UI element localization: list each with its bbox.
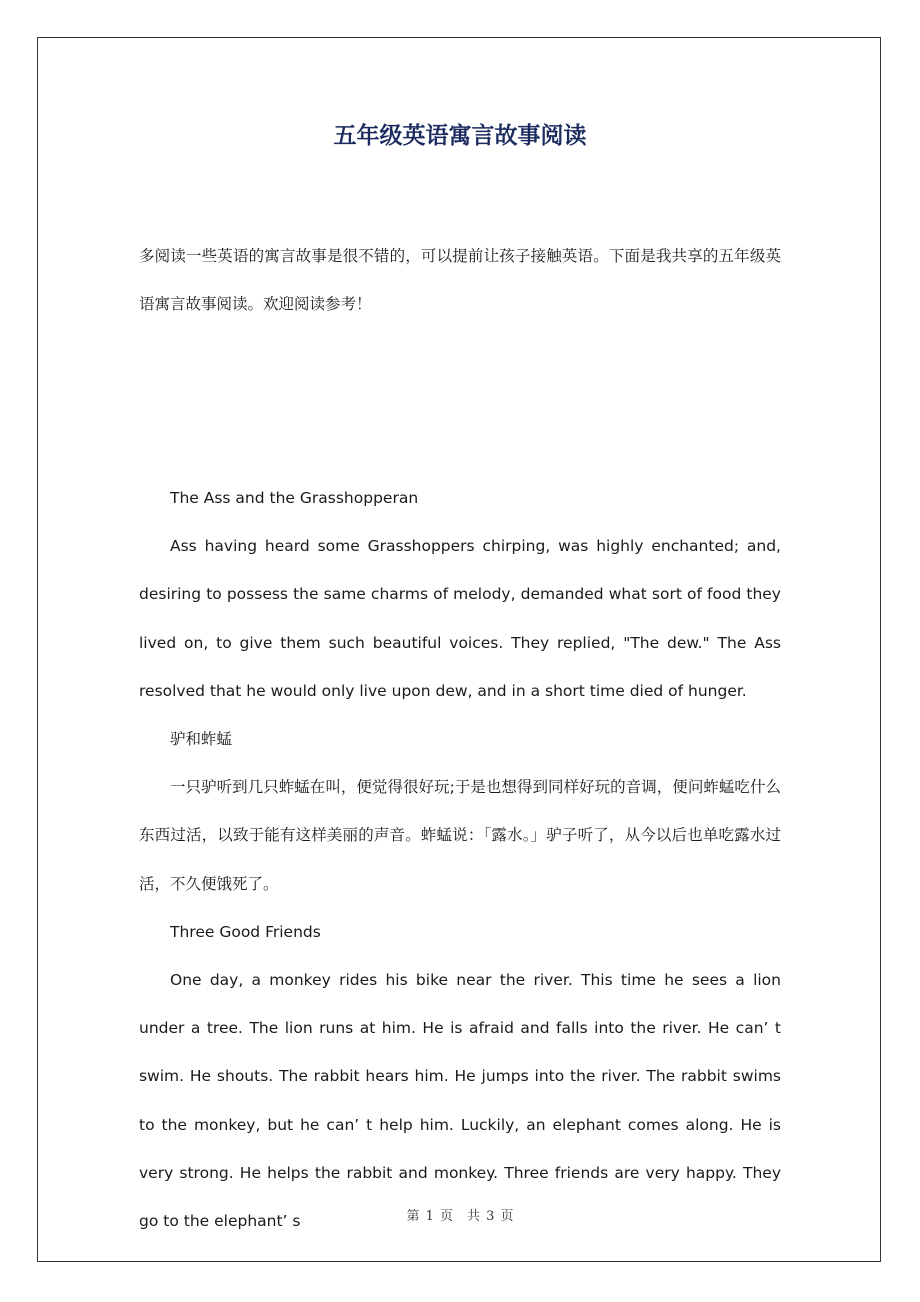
page-footer: [0, 1205, 920, 1224]
intro-paragraph: 多阅读一些英语的寓言故事是很不错的，可以提前让孩子接触英语。下面是我共享的五年级英语寓言故事阅读。欢迎阅读参考！: [139, 247, 781, 314]
section-heading-chinese: 驴和蚱蜢: [170, 730, 233, 749]
page-number: 第 1 页: [406, 1209, 453, 1224]
section-body-ass-grasshopper: Ass having heard some Grasshoppers chirping, was highly enchanted; and, desiring to possess the same charms of melody, demanded what sort of food they lived on, to give them such beautiful voices. They replied, "The dew." The Ass resolved that he would only live upon dew, and in a short time died of hunger.: [139, 537, 781, 700]
section-heading-ass-grasshopper: The Ass and the Grasshopperan: [170, 489, 419, 507]
section-body-chinese: 一只驴听到几只蚱蜢在叫，便觉得很好玩;于是也想得到同样好玩的音调，便问蚱蜢吃什么东西过活，以致于能有这样美丽的声音。蚱蜢说：「露水。」驴子听了，从今以后也单吃露水过活，不久便饿死了。: [139, 778, 781, 893]
section-heading-three-friends: Three Good Friends: [170, 922, 321, 941]
section-body-three-friends: One day, a monkey rides his bike near the river. This time he sees a lion under a tree. The lion runs at him. He is afraid and falls into the river. He can’ t swim. He shouts. The rabbit hears him. He jumps into the river. The rabbit swims to the monkey, but he can’ t help him. Luckily, an elephant comes along. He is very strong. He helps the rabbit and monkey. Three friends are very happy. They go to the elephant’ s: [139, 971, 781, 1231]
page-total: 共 3 页: [467, 1209, 514, 1224]
document-title: 五年级英语寓言故事阅读: [333, 123, 587, 149]
intro-block: [139, 232, 781, 328]
story-content: [139, 474, 781, 1245]
